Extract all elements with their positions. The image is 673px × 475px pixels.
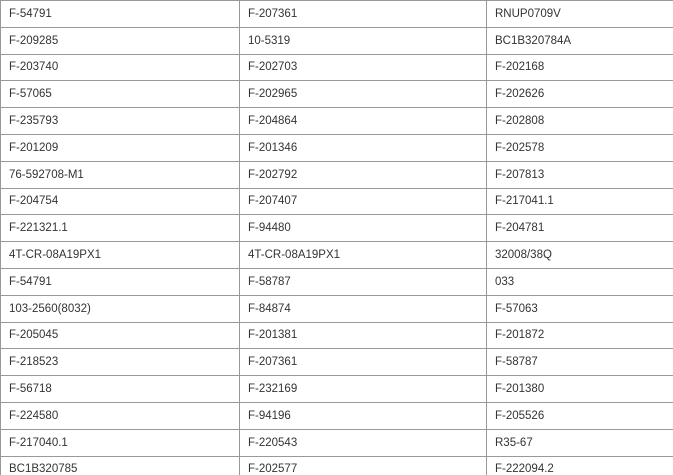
table-row xyxy=(1,81,673,108)
table-cell: F-54791 xyxy=(1,268,240,295)
table-cell: F-204864 xyxy=(240,108,487,135)
table-cell: F-84874 xyxy=(240,295,487,322)
table-cell: F-54791 xyxy=(1,1,240,28)
table-cell: F-235793 xyxy=(1,108,240,135)
table-cell: F-202808 xyxy=(487,108,673,135)
table-cell: F-201380 xyxy=(487,376,673,403)
table-cell: F-201209 xyxy=(1,134,240,161)
table-cell: F-203740 xyxy=(1,54,240,81)
table-row xyxy=(1,268,673,295)
table-cell: 4T-CR-08A19PX1 xyxy=(1,242,240,269)
table-cell: F-204754 xyxy=(1,188,240,215)
table-cell: F-220543 xyxy=(240,429,487,456)
table-cell: F-201381 xyxy=(240,322,487,349)
parts-table-body xyxy=(1,1,673,475)
table-row xyxy=(1,27,673,54)
table-row xyxy=(1,322,673,349)
table-cell: 76-592708-M1 xyxy=(1,161,240,188)
table-cell: F-205526 xyxy=(487,402,673,429)
table-cell: F-207361 xyxy=(240,1,487,28)
table-row xyxy=(1,456,673,475)
table-cell: F-217040.1 xyxy=(1,429,240,456)
table-cell: F-57063 xyxy=(487,295,673,322)
table-cell: 033 xyxy=(487,268,673,295)
table-row xyxy=(1,215,673,242)
table-cell: F-207361 xyxy=(240,349,487,376)
table-cell: F-202965 xyxy=(240,81,487,108)
table-cell: F-202577 xyxy=(240,456,487,475)
table-cell: F-201872 xyxy=(487,322,673,349)
table-row xyxy=(1,161,673,188)
table-cell: F-58787 xyxy=(240,268,487,295)
table-cell: F-56718 xyxy=(1,376,240,403)
table-cell: F-201346 xyxy=(240,134,487,161)
table-cell: F-218523 xyxy=(1,349,240,376)
table-row xyxy=(1,54,673,81)
table-row xyxy=(1,295,673,322)
table-cell: RNUP0709V xyxy=(487,1,673,28)
table-cell: BC1B320784A xyxy=(487,27,673,54)
table-cell: F-222094.2 xyxy=(487,456,673,475)
table-cell: 4T-CR-08A19PX1 xyxy=(240,242,487,269)
table-row xyxy=(1,349,673,376)
table-cell: 10-5319 xyxy=(240,27,487,54)
table-cell: F-209285 xyxy=(1,27,240,54)
table-cell: F-204781 xyxy=(487,215,673,242)
table-row xyxy=(1,242,673,269)
table-cell: F-58787 xyxy=(487,349,673,376)
table-row xyxy=(1,188,673,215)
table-row xyxy=(1,376,673,403)
table-cell: F-94480 xyxy=(240,215,487,242)
table-cell: F-217041.1 xyxy=(487,188,673,215)
table-cell: F-205045 xyxy=(1,322,240,349)
table-cell: F-57065 xyxy=(1,81,240,108)
table-cell: F-94196 xyxy=(240,402,487,429)
table-cell: 103-2560(8032) xyxy=(1,295,240,322)
table-cell: F-232169 xyxy=(240,376,487,403)
table-cell: F-202792 xyxy=(240,161,487,188)
table-row xyxy=(1,108,673,135)
table-row xyxy=(1,402,673,429)
table-cell: F-202578 xyxy=(487,134,673,161)
table-row xyxy=(1,1,673,28)
table-cell: BC1B320785 xyxy=(1,456,240,475)
table-cell: F-224580 xyxy=(1,402,240,429)
table-cell: R35-67 xyxy=(487,429,673,456)
table-row xyxy=(1,429,673,456)
table-cell: F-202703 xyxy=(240,54,487,81)
table-cell: F-202168 xyxy=(487,54,673,81)
table-row xyxy=(1,134,673,161)
table-cell: F-202626 xyxy=(487,81,673,108)
table-cell: 32008/38Q xyxy=(487,242,673,269)
table-cell: F-207813 xyxy=(487,161,673,188)
table-cell: F-207407 xyxy=(240,188,487,215)
table-cell: F-221321.1 xyxy=(1,215,240,242)
